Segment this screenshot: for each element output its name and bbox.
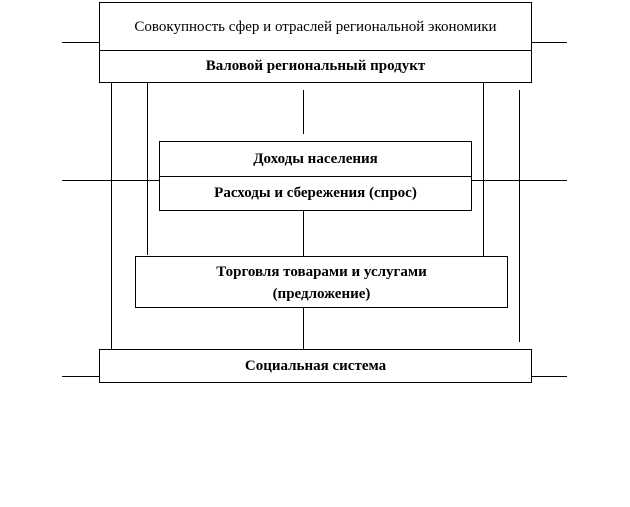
social-system-label: Социальная система [244,357,387,374]
expenses-savings-label: Расходы и сбережения (спрос) [160,176,471,210]
grp-label: Валовой региональный продукт [100,50,531,82]
regional-economy-box [99,2,532,83]
population-income-label: Доходы населения [253,150,378,167]
trade-line-1: Торговля товарами и услугами [216,263,427,280]
regional-economy-title: Совокупность сфер и отраслей региональной экономики [134,18,497,35]
income-expenses-box [159,141,472,211]
trade-box [135,256,508,308]
trade-line-2: (предложение) [272,285,371,302]
social-system-box [99,349,532,383]
